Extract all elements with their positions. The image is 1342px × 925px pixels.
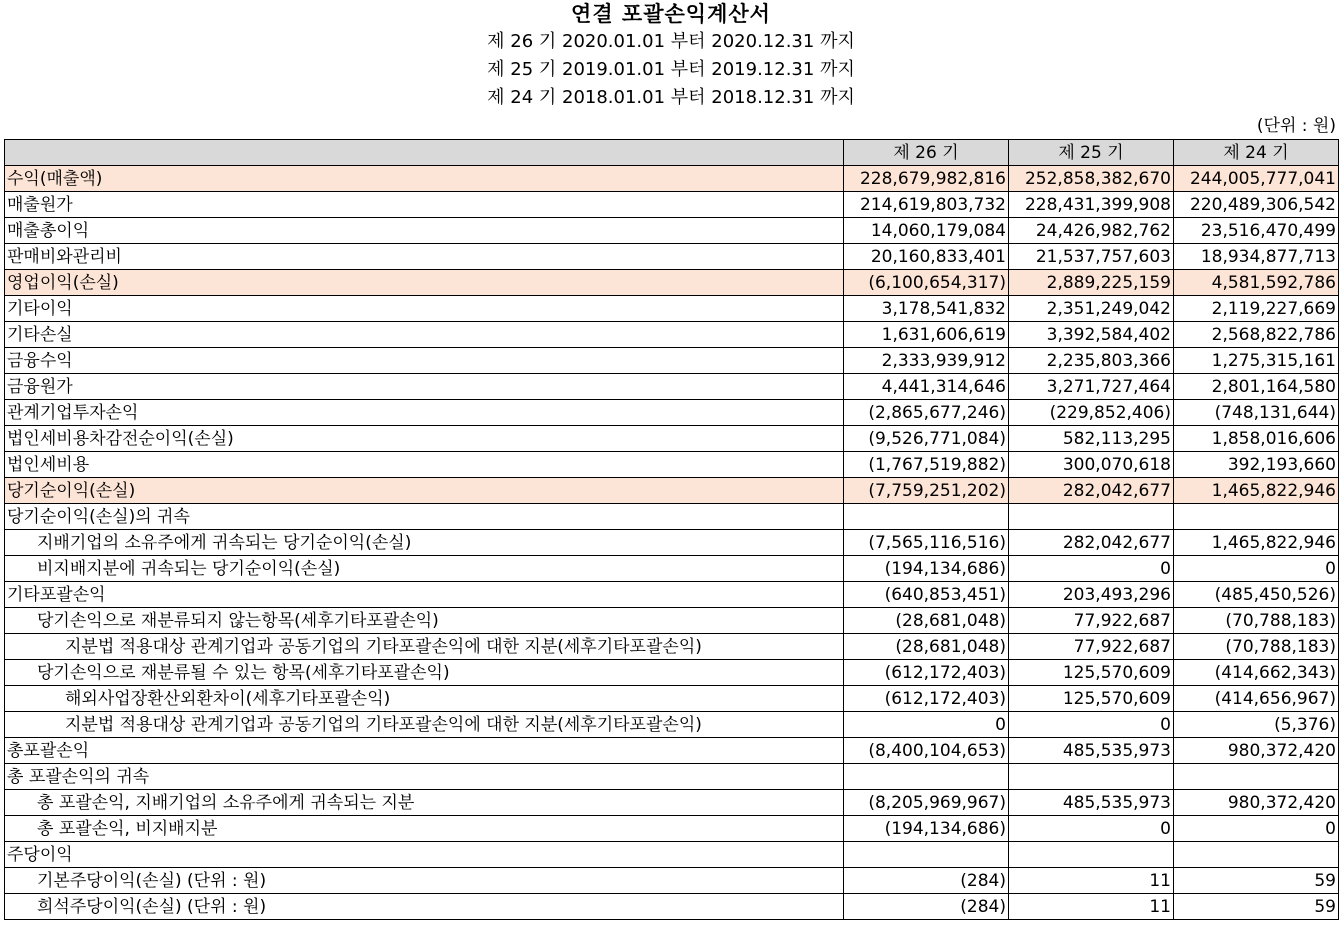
- table-row: [5, 374, 1339, 400]
- value-period-24: [1174, 764, 1339, 790]
- header-blank-cell: [5, 140, 844, 166]
- row-label: 매출총이익: [5, 218, 844, 244]
- table-row: [5, 790, 1339, 816]
- table-row: [5, 582, 1339, 608]
- value-period-25: 252,858,382,670: [1009, 166, 1174, 192]
- value-period-24: 1,465,822,946: [1174, 530, 1339, 556]
- table-row: [5, 608, 1339, 634]
- value-period-25: 3,271,727,464: [1009, 374, 1174, 400]
- value-period-24: 392,193,660: [1174, 452, 1339, 478]
- table-row: [5, 894, 1339, 920]
- value-period-26: (612,172,403): [844, 660, 1009, 686]
- value-period-25: 300,070,618: [1009, 452, 1174, 478]
- row-label: 총 포괄손익의 귀속: [5, 764, 844, 790]
- value-period-24: 220,489,306,542: [1174, 192, 1339, 218]
- value-period-26: 228,679,982,816: [844, 166, 1009, 192]
- value-period-24: (70,788,183): [1174, 634, 1339, 660]
- table-row: [5, 296, 1339, 322]
- row-label: 총포괄손익: [5, 738, 844, 764]
- table-row: [5, 530, 1339, 556]
- value-period-25: 2,889,225,159: [1009, 270, 1174, 296]
- value-period-25: 21,537,757,603: [1009, 244, 1174, 270]
- row-label: 비지배지분에 귀속되는 당기순이익(손실): [5, 556, 844, 582]
- value-period-26: (8,400,104,653): [844, 738, 1009, 764]
- value-period-26: (612,172,403): [844, 686, 1009, 712]
- value-period-26: [844, 842, 1009, 868]
- table-row: [5, 192, 1339, 218]
- period-line-24: 제 24 기 2018.01.01 부터 2018.12.31 까지: [487, 87, 855, 108]
- table-row: [5, 348, 1339, 374]
- value-period-24: 18,934,877,713: [1174, 244, 1339, 270]
- row-label: 해외사업장환산외환차이(세후기타포괄손익): [5, 686, 844, 712]
- table-row: [5, 712, 1339, 738]
- value-period-26: (7,565,116,516): [844, 530, 1009, 556]
- row-label: 관계기업투자손익: [5, 400, 844, 426]
- value-period-24: 4,581,592,786: [1174, 270, 1339, 296]
- value-period-24: 23,516,470,499: [1174, 218, 1339, 244]
- header-period-24: 제 24 기: [1174, 140, 1339, 166]
- table-row: [5, 660, 1339, 686]
- row-label: 기본주당이익(손실) (단위 : 원): [5, 868, 844, 894]
- row-label: 당기순이익(손실): [5, 478, 844, 504]
- value-period-26: 1,631,606,619: [844, 322, 1009, 348]
- value-period-25: 228,431,399,908: [1009, 192, 1174, 218]
- value-period-26: (7,759,251,202): [844, 478, 1009, 504]
- table-row: [5, 816, 1339, 842]
- value-period-24: 59: [1174, 894, 1339, 920]
- unit-label: (단위 : 원): [1256, 116, 1336, 136]
- row-label: 주당이익: [5, 842, 844, 868]
- value-period-25: [1009, 842, 1174, 868]
- value-period-26: (28,681,048): [844, 634, 1009, 660]
- value-period-26: (194,134,686): [844, 556, 1009, 582]
- row-label: 기타이익: [5, 296, 844, 322]
- row-label: 매출원가: [5, 192, 844, 218]
- income-statement-table: [4, 139, 1339, 920]
- value-period-26: 4,441,314,646: [844, 374, 1009, 400]
- value-period-24: 59: [1174, 868, 1339, 894]
- row-label: 희석주당이익(손실) (단위 : 원): [5, 894, 844, 920]
- value-period-26: (1,767,519,882): [844, 452, 1009, 478]
- value-period-25: (229,852,406): [1009, 400, 1174, 426]
- value-period-26: 0: [844, 712, 1009, 738]
- value-period-25: 77,922,687: [1009, 608, 1174, 634]
- value-period-26: (6,100,654,317): [844, 270, 1009, 296]
- value-period-25: [1009, 764, 1174, 790]
- value-period-24: [1174, 842, 1339, 868]
- table-row: [5, 556, 1339, 582]
- value-period-24: [1174, 504, 1339, 530]
- value-period-24: (414,662,343): [1174, 660, 1339, 686]
- row-label: 총 포괄손익, 지배기업의 소유주에게 귀속되는 지분: [5, 790, 844, 816]
- value-period-25: 0: [1009, 556, 1174, 582]
- value-period-25: 11: [1009, 894, 1174, 920]
- value-period-26: 14,060,179,084: [844, 218, 1009, 244]
- table-row: [5, 738, 1339, 764]
- row-label: 금융원가: [5, 374, 844, 400]
- header-period-25: 제 25 기: [1009, 140, 1174, 166]
- period-line-25: 제 25 기 2019.01.01 부터 2019.12.31 까지: [487, 59, 855, 80]
- value-period-26: (284): [844, 868, 1009, 894]
- value-period-25: 485,535,973: [1009, 738, 1174, 764]
- row-label: 수익(매출액): [5, 166, 844, 192]
- value-period-26: (2,865,677,246): [844, 400, 1009, 426]
- value-period-25: 582,113,295: [1009, 426, 1174, 452]
- value-period-25: 485,535,973: [1009, 790, 1174, 816]
- value-period-25: 2,351,249,042: [1009, 296, 1174, 322]
- row-label: 판매비와관리비: [5, 244, 844, 270]
- table-row: [5, 634, 1339, 660]
- header-row: [5, 140, 1339, 166]
- value-period-24: 2,801,164,580: [1174, 374, 1339, 400]
- value-period-24: 0: [1174, 556, 1339, 582]
- row-label: 법인세비용: [5, 452, 844, 478]
- value-period-25: [1009, 504, 1174, 530]
- row-label: 기타손실: [5, 322, 844, 348]
- table-row: [5, 478, 1339, 504]
- value-period-26: (28,681,048): [844, 608, 1009, 634]
- value-period-24: 2,119,227,669: [1174, 296, 1339, 322]
- value-period-25: 0: [1009, 816, 1174, 842]
- table-row: [5, 868, 1339, 894]
- value-period-24: (70,788,183): [1174, 608, 1339, 634]
- value-period-26: (640,853,451): [844, 582, 1009, 608]
- table-row: [5, 504, 1339, 530]
- value-period-24: 2,568,822,786: [1174, 322, 1339, 348]
- row-label: 지분법 적용대상 관계기업과 공동기업의 기타포괄손익에 대한 지분(세후기타포괄손익): [5, 712, 844, 738]
- value-period-24: (748,131,644): [1174, 400, 1339, 426]
- value-period-25: 203,493,296: [1009, 582, 1174, 608]
- value-period-26: (284): [844, 894, 1009, 920]
- value-period-24: 1,275,315,161: [1174, 348, 1339, 374]
- row-label: 총 포괄손익, 비지배지분: [5, 816, 844, 842]
- value-period-24: (5,376): [1174, 712, 1339, 738]
- value-period-26: [844, 764, 1009, 790]
- row-label: 당기순이익(손실)의 귀속: [5, 504, 844, 530]
- value-period-24: 1,858,016,606: [1174, 426, 1339, 452]
- table-row: [5, 842, 1339, 868]
- value-period-25: 77,922,687: [1009, 634, 1174, 660]
- table-row: [5, 218, 1339, 244]
- table-row: [5, 764, 1339, 790]
- value-period-25: 0: [1009, 712, 1174, 738]
- value-period-26: (8,205,969,967): [844, 790, 1009, 816]
- table-body: [5, 166, 1339, 920]
- value-period-24: (485,450,526): [1174, 582, 1339, 608]
- value-period-26: 20,160,833,401: [844, 244, 1009, 270]
- value-period-24: 980,372,420: [1174, 738, 1339, 764]
- statement-header: [0, 0, 1342, 112]
- table-row: [5, 426, 1339, 452]
- value-period-26: 3,178,541,832: [844, 296, 1009, 322]
- value-period-24: 1,465,822,946: [1174, 478, 1339, 504]
- value-period-24: 980,372,420: [1174, 790, 1339, 816]
- table-row: [5, 244, 1339, 270]
- value-period-26: (9,526,771,084): [844, 426, 1009, 452]
- row-label: 금융수익: [5, 348, 844, 374]
- value-period-24: 244,005,777,041: [1174, 166, 1339, 192]
- header-period-26: 제 26 기: [844, 140, 1009, 166]
- table-row: [5, 322, 1339, 348]
- row-label: 기타포괄손익: [5, 582, 844, 608]
- value-period-25: 24,426,982,762: [1009, 218, 1174, 244]
- value-period-25: 282,042,677: [1009, 530, 1174, 556]
- table-row: [5, 166, 1339, 192]
- value-period-26: 2,333,939,912: [844, 348, 1009, 374]
- row-label: 영업이익(손실): [5, 270, 844, 296]
- period-line-26: 제 26 기 2020.01.01 부터 2020.12.31 까지: [487, 31, 855, 52]
- table-row: [5, 270, 1339, 296]
- statement-title: 연결 포괄손익계산서: [571, 2, 771, 26]
- value-period-24: (414,656,967): [1174, 686, 1339, 712]
- table-row: [5, 400, 1339, 426]
- value-period-25: 3,392,584,402: [1009, 322, 1174, 348]
- row-label: 당기손익으로 재분류되지 않는항목(세후기타포괄손익): [5, 608, 844, 634]
- value-period-25: 2,235,803,366: [1009, 348, 1174, 374]
- row-label: 법인세비용차감전순이익(손실): [5, 426, 844, 452]
- table-row: [5, 686, 1339, 712]
- table-row: [5, 452, 1339, 478]
- value-period-26: 214,619,803,732: [844, 192, 1009, 218]
- value-period-25: 282,042,677: [1009, 478, 1174, 504]
- value-period-25: 125,570,609: [1009, 686, 1174, 712]
- value-period-25: 125,570,609: [1009, 660, 1174, 686]
- row-label: 당기손익으로 재분류될 수 있는 항목(세후기타포괄손익): [5, 660, 844, 686]
- row-label: 지분법 적용대상 관계기업과 공동기업의 기타포괄손익에 대한 지분(세후기타포괄손익): [5, 634, 844, 660]
- value-period-24: 0: [1174, 816, 1339, 842]
- value-period-25: 11: [1009, 868, 1174, 894]
- row-label: 지배기업의 소유주에게 귀속되는 당기순이익(손실): [5, 530, 844, 556]
- value-period-26: (194,134,686): [844, 816, 1009, 842]
- value-period-26: [844, 504, 1009, 530]
